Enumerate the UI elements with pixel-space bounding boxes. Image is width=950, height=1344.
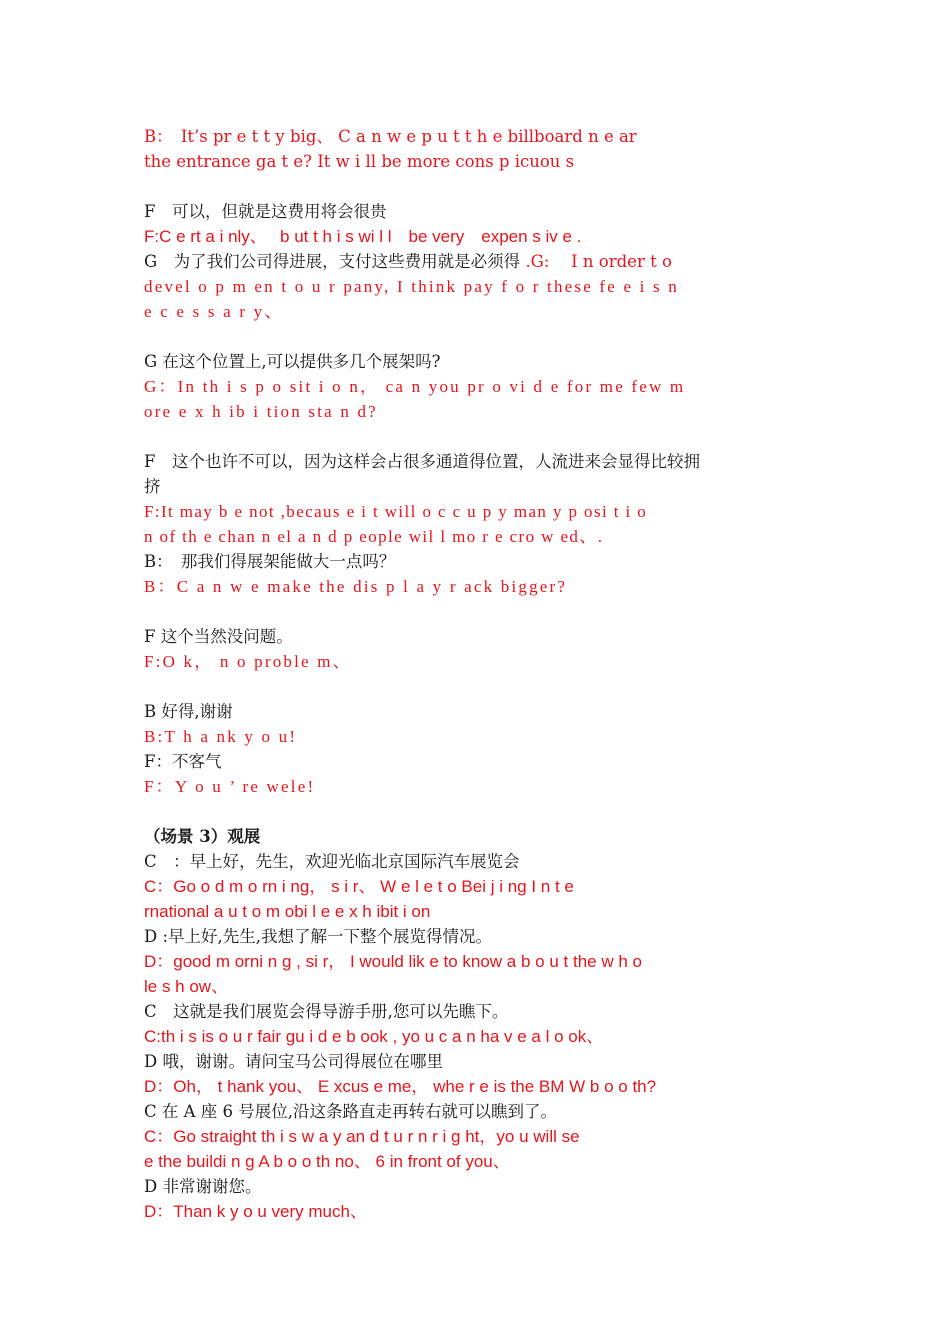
text-line: D 哦，谢谢。请问宝马公司得展位在哪里 [144, 1052, 443, 1071]
text-line: e the buildi n g A b o o th no、 6 in front of you、 [144, 1152, 510, 1171]
text-line: devel o p m en t o u r pany, I think pay f o r these fe e i s n [144, 277, 680, 296]
text-line: G 在这个位置上,可以提供多几个展架吗? [144, 352, 441, 371]
blank-line [144, 599, 814, 624]
text-line: B:T h a nk y o u! [144, 727, 298, 746]
text-line: B： It’s pr e t t y big、 C a n w e p u t t h e billboard n e ar [144, 127, 637, 146]
text-line: F：不客气 [144, 752, 222, 771]
text-line: F:It may b e not ,becaus e i t will o c c u p y man y p osi t i o [144, 502, 648, 521]
text-line: B： 那我们得展架能做大一点吗？ [144, 552, 396, 571]
text-segment: .G: I n order t o [525, 252, 672, 271]
section-heading: （场景 3）观展 [144, 827, 261, 846]
text-line: 挤 [144, 477, 161, 496]
text-line: F:O k， n o proble m、 [144, 652, 352, 671]
blank-line [144, 424, 814, 449]
text-line [144, 249, 814, 274]
text-line: B 好得,谢谢 [144, 702, 233, 721]
text-line: n of th e chan n el a n d p eople wil l mo r e cro w ed、. [144, 527, 604, 546]
text-line: D：Than k y o u very much、 [144, 1202, 367, 1221]
text-line: F 这个当然没问题。 [144, 627, 293, 646]
text-line: D：Oh， t hank you、 E xcus e me， whe r e is the BM W b o o th? [144, 1077, 657, 1096]
text-line: rnational a u t o m obi l e e x h ibit i on [144, 902, 431, 921]
text-line: G：In th i s p o sit i o n， ca n you pr o vi d e for me few m [144, 377, 686, 396]
text-line: F 可以，但就是这费用将会很贵 [144, 202, 387, 221]
text-line: D：good m orni n g , si r， I would lik e to know a b o u t the w h o [144, 952, 642, 971]
text-line: F 这个也许不可以，因为这样会占很多通道得位置，人流进来会显得比较拥 [144, 452, 700, 471]
text-line: F：Y o u ’ re wele! [144, 777, 316, 796]
text-line: C：Go o d m o rn i ng， s i r、 W e l e t o Bei j i ng I n t e [144, 877, 574, 896]
text-line: B：C a n w e make the dis p l a y r ack bigger? [144, 577, 568, 596]
text-line: C:th i s is o u r fair gu i d e b ook , yo u c a n ha v e a l o ok、 [144, 1027, 604, 1046]
document-page [144, 124, 814, 1224]
text-line: e c e s s a r y、 [144, 302, 284, 321]
text-line: the entrance ga t e? It w i ll be more cons p icuou s [144, 152, 575, 171]
text-line: D :早上好,先生,我想了解一下整个展览得情况。 [144, 927, 493, 946]
text-line: D 非常谢谢您。 [144, 1177, 262, 1196]
blank-line [144, 799, 814, 824]
text-segment: G 为了我们公司得进展，支付这些费用就是必须得 [144, 252, 526, 271]
text-line: C ：早上好，先生，欢迎光临北京国际汽车展览会 [144, 852, 520, 871]
text-line: F:C e rt a i nly、 b ut t h i s wi l l be very expen s iv e . [144, 227, 582, 246]
blank-line [144, 324, 814, 349]
text-line: C：Go straight th i s w a y an d t u r n r i g ht，yo u will se [144, 1127, 580, 1146]
text-line: C 这就是我们展览会得导游手册,您可以先瞧下。 [144, 1002, 509, 1021]
text-line: ore e x h ib i tion sta n d? [144, 402, 378, 421]
blank-line [144, 674, 814, 699]
blank-line [144, 174, 814, 199]
text-line: le s h ow、 [144, 977, 229, 996]
text-line: C 在 A 座 6 号展位,沿这条路直走再转右就可以瞧到了。 [144, 1102, 558, 1121]
